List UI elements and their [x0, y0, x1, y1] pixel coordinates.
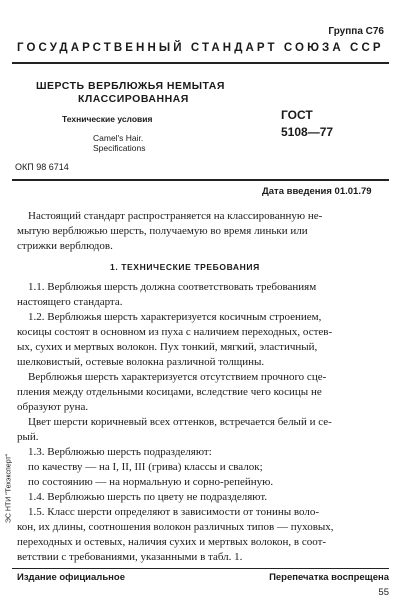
body-line: ых, сухих и мертвых волокон. Пух тонкий, мягкий, эластичный,: [17, 341, 318, 353]
english-title-line-2: Specifications: [93, 143, 146, 153]
state-standard-title: ГОСУДАРСТВЕННЫЙ СТАНДАРТ СОЮЗА ССР: [17, 42, 384, 54]
intro-line: мытую верблюжью шерсть, получаемую во время линьки или: [17, 225, 308, 237]
body-line: шелковистый, остевые волокна различной толщины.: [17, 356, 265, 368]
document-title-line-1: ШЕРСТЬ ВЕРБЛЮЖЬЯ НЕМЫТАЯ: [36, 80, 225, 92]
body-line: переходных и остевых, наличия сухих и мертвых волокон, в соот-: [17, 536, 327, 548]
body-line: 1.5. Класс шерсти определяют в зависимости от тонины воло-: [28, 506, 320, 518]
page-number: 55: [378, 587, 389, 598]
footer-reprint-notice: Перепечатка воспрещена: [269, 572, 389, 583]
body-line: Верблюжья шерсть характеризуется отсутствием прочного сце-: [28, 371, 327, 383]
body-line: образуют руна.: [17, 401, 89, 413]
introduction-date: Дата введения 01.01.79: [262, 186, 372, 197]
gost-label: ГОСТ: [281, 108, 313, 122]
body-line: 1.1. Верблюжья шерсть должна соответствовать требованиям: [28, 281, 317, 293]
body-line: кон, их длины, соотношения волокон различных типов — пуховых,: [17, 521, 334, 533]
english-title-line-1: Camel's Hair.: [93, 133, 144, 143]
gost-number: 5108—77: [281, 125, 334, 139]
body-line: пления между отдельными косицами, вследствие чего косицы не: [17, 386, 322, 398]
body-line: 1.3. Верблюжью шерсть подразделяют:: [28, 446, 212, 458]
body-line: рый.: [17, 431, 39, 443]
body-line: Цвет шерсти коричневый всех оттенков, встречается белый и се-: [28, 416, 332, 428]
body-line: по состоянию — на нормальную и сорно-репейную.: [28, 476, 274, 488]
document-title-line-2: КЛАССИРОВАННАЯ: [78, 93, 189, 105]
intro-line: стрижки верблюдов.: [17, 240, 113, 252]
body-line: косицы состоят в основном из пуха с наличием переходных, остев-: [17, 326, 333, 338]
body-line: по качеству — на I, II, III (грива) классы и свалок;: [28, 461, 263, 473]
technical-conditions-label: Технические условия: [62, 114, 153, 124]
intro-line: Настоящий стандарт распространяется на классированную не-: [28, 210, 323, 222]
okp-rule: [12, 179, 389, 181]
body-line: ветствии с требованиями, указанными в табл. 1.: [17, 551, 243, 563]
body-line: 1.2. Верблюжья шерсть характеризуется косичным строением,: [28, 311, 322, 323]
body-line: настоящего стандарта.: [17, 296, 123, 308]
group-code: Группа С76: [328, 26, 384, 37]
header-rule: [12, 62, 389, 64]
footer-official-edition: Издание официальное: [17, 572, 125, 583]
footer-rule: [12, 568, 389, 569]
okp-code: ОКП 98 6714: [15, 162, 69, 172]
side-publisher-note: ЭС НТИ "Техэксперт": [5, 453, 13, 524]
section-title: 1. ТЕХНИЧЕСКИЕ ТРЕБОВАНИЯ: [110, 262, 260, 272]
body-line: 1.4. Верблюжью шерсть по цвету не подразделяют.: [28, 491, 268, 503]
